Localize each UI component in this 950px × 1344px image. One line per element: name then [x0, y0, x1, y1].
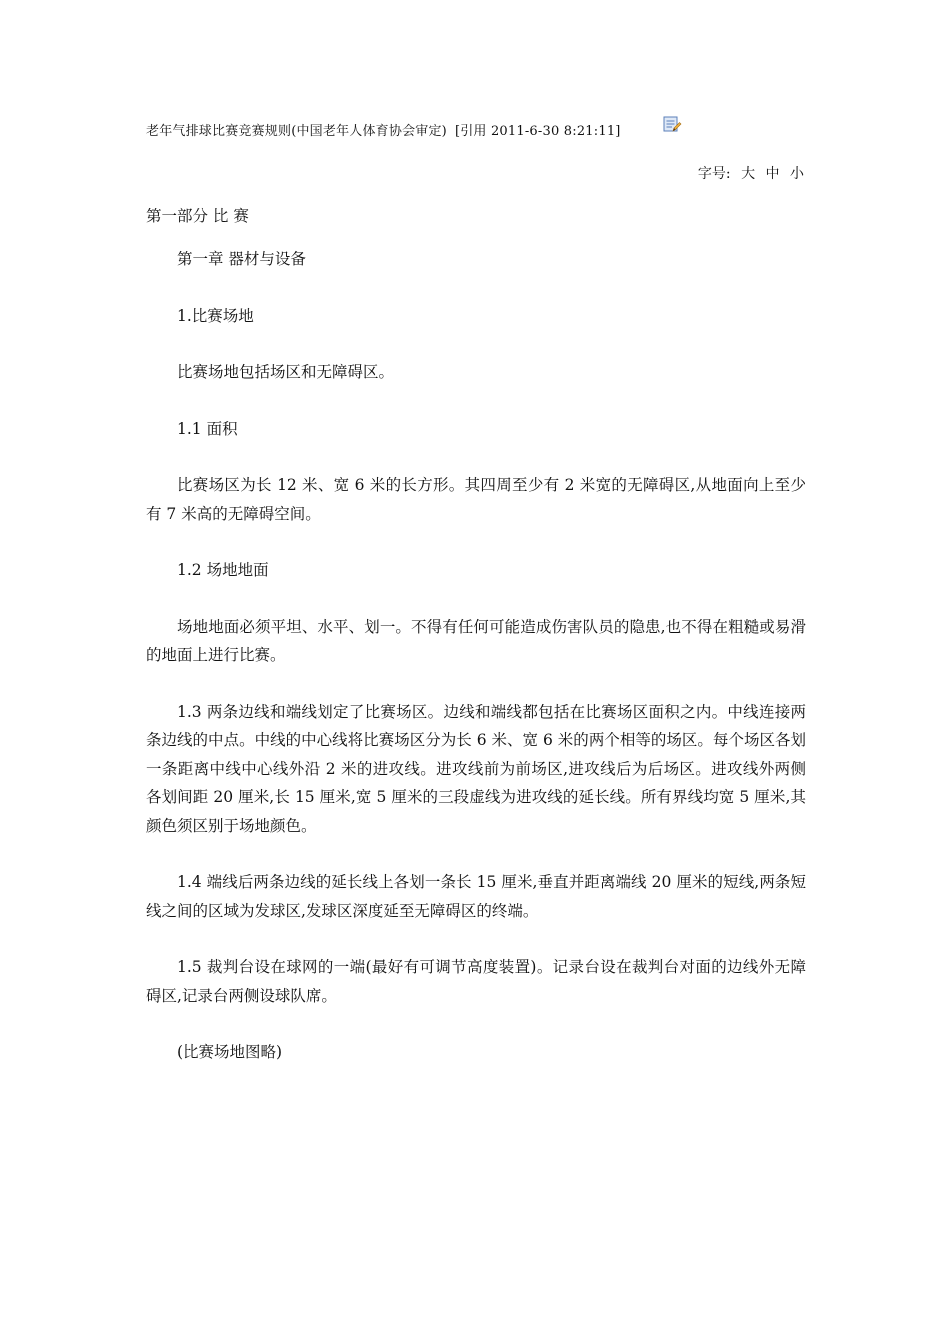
paragraph: 比赛场地包括场区和无障碍区。	[177, 363, 395, 381]
font-size-small-link[interactable]: 小	[790, 166, 804, 182]
part-title: 第一部分 比 赛	[146, 207, 249, 225]
paragraph: 场地地面必须平坦、水平、划一。不得有任何可能造成伤害队员的隐患,也不得在粗糙或易滑的地面上进行比赛。	[146, 617, 806, 664]
citation-timestamp: [引用 2011-6-30 8:21:11]	[454, 124, 621, 139]
font-size-large-link[interactable]: 大	[741, 166, 756, 182]
article-body	[146, 245, 806, 1095]
subsection-heading: 1.1 面积	[177, 419, 238, 438]
edit-note-icon[interactable]	[662, 114, 682, 134]
chapter-heading: 第一章 器材与设备	[177, 250, 306, 268]
subsection-heading: 1.2 场地地面	[177, 561, 269, 579]
paragraph: 1.4 端线后两条边线的延长线上各划一条长 15 厘米,垂直并距离端线 20 厘米的短线,两条短线之间的区域为发球区,发球区深度延至无障碍区的终端。	[146, 873, 806, 920]
font-size-label: 字号:	[697, 166, 731, 182]
figure-note: (比赛场地图略)	[177, 1043, 283, 1061]
font-size-selector	[698, 163, 804, 183]
article-title: 老年气排球比赛竞赛规则(中国老年人体育协会审定)	[146, 124, 447, 139]
paragraph: 1.5 裁判台设在球网的一端(最好有可调节高度装置)。记录台设在裁判台对面的边线外无障碍区,记录台两侧设球队席。	[146, 958, 806, 1005]
article-header	[146, 120, 621, 139]
paragraph: 比赛场区为长 12 米、宽 6 米的长方形。其四周至少有 2 米宽的无障碍区,从地面向上至少有 7 米高的无障碍空间。	[146, 476, 806, 523]
font-size-medium-link[interactable]: 中	[765, 166, 780, 182]
paragraph: 1.3 两条边线和端线划定了比赛场区。边线和端线都包括在比赛场区面积之内。中线连接两条边线的中点。中线的中心线将比赛场区分为长 6 米、宽 6 米的两个相等的场区。每个场区各划一条距离中线中心线外沿 2 米的进攻线。进攻线前为前场区,进攻线后为后场区。进攻线外两侧各划间距 20 厘米,长 15 厘米,宽 5 厘米的三段虚线为进攻线的延长线。所有界线均宽 5 厘米,其颜色须区别于场地颜色。	[146, 702, 806, 835]
section-heading: 1.比赛场地	[177, 306, 254, 325]
